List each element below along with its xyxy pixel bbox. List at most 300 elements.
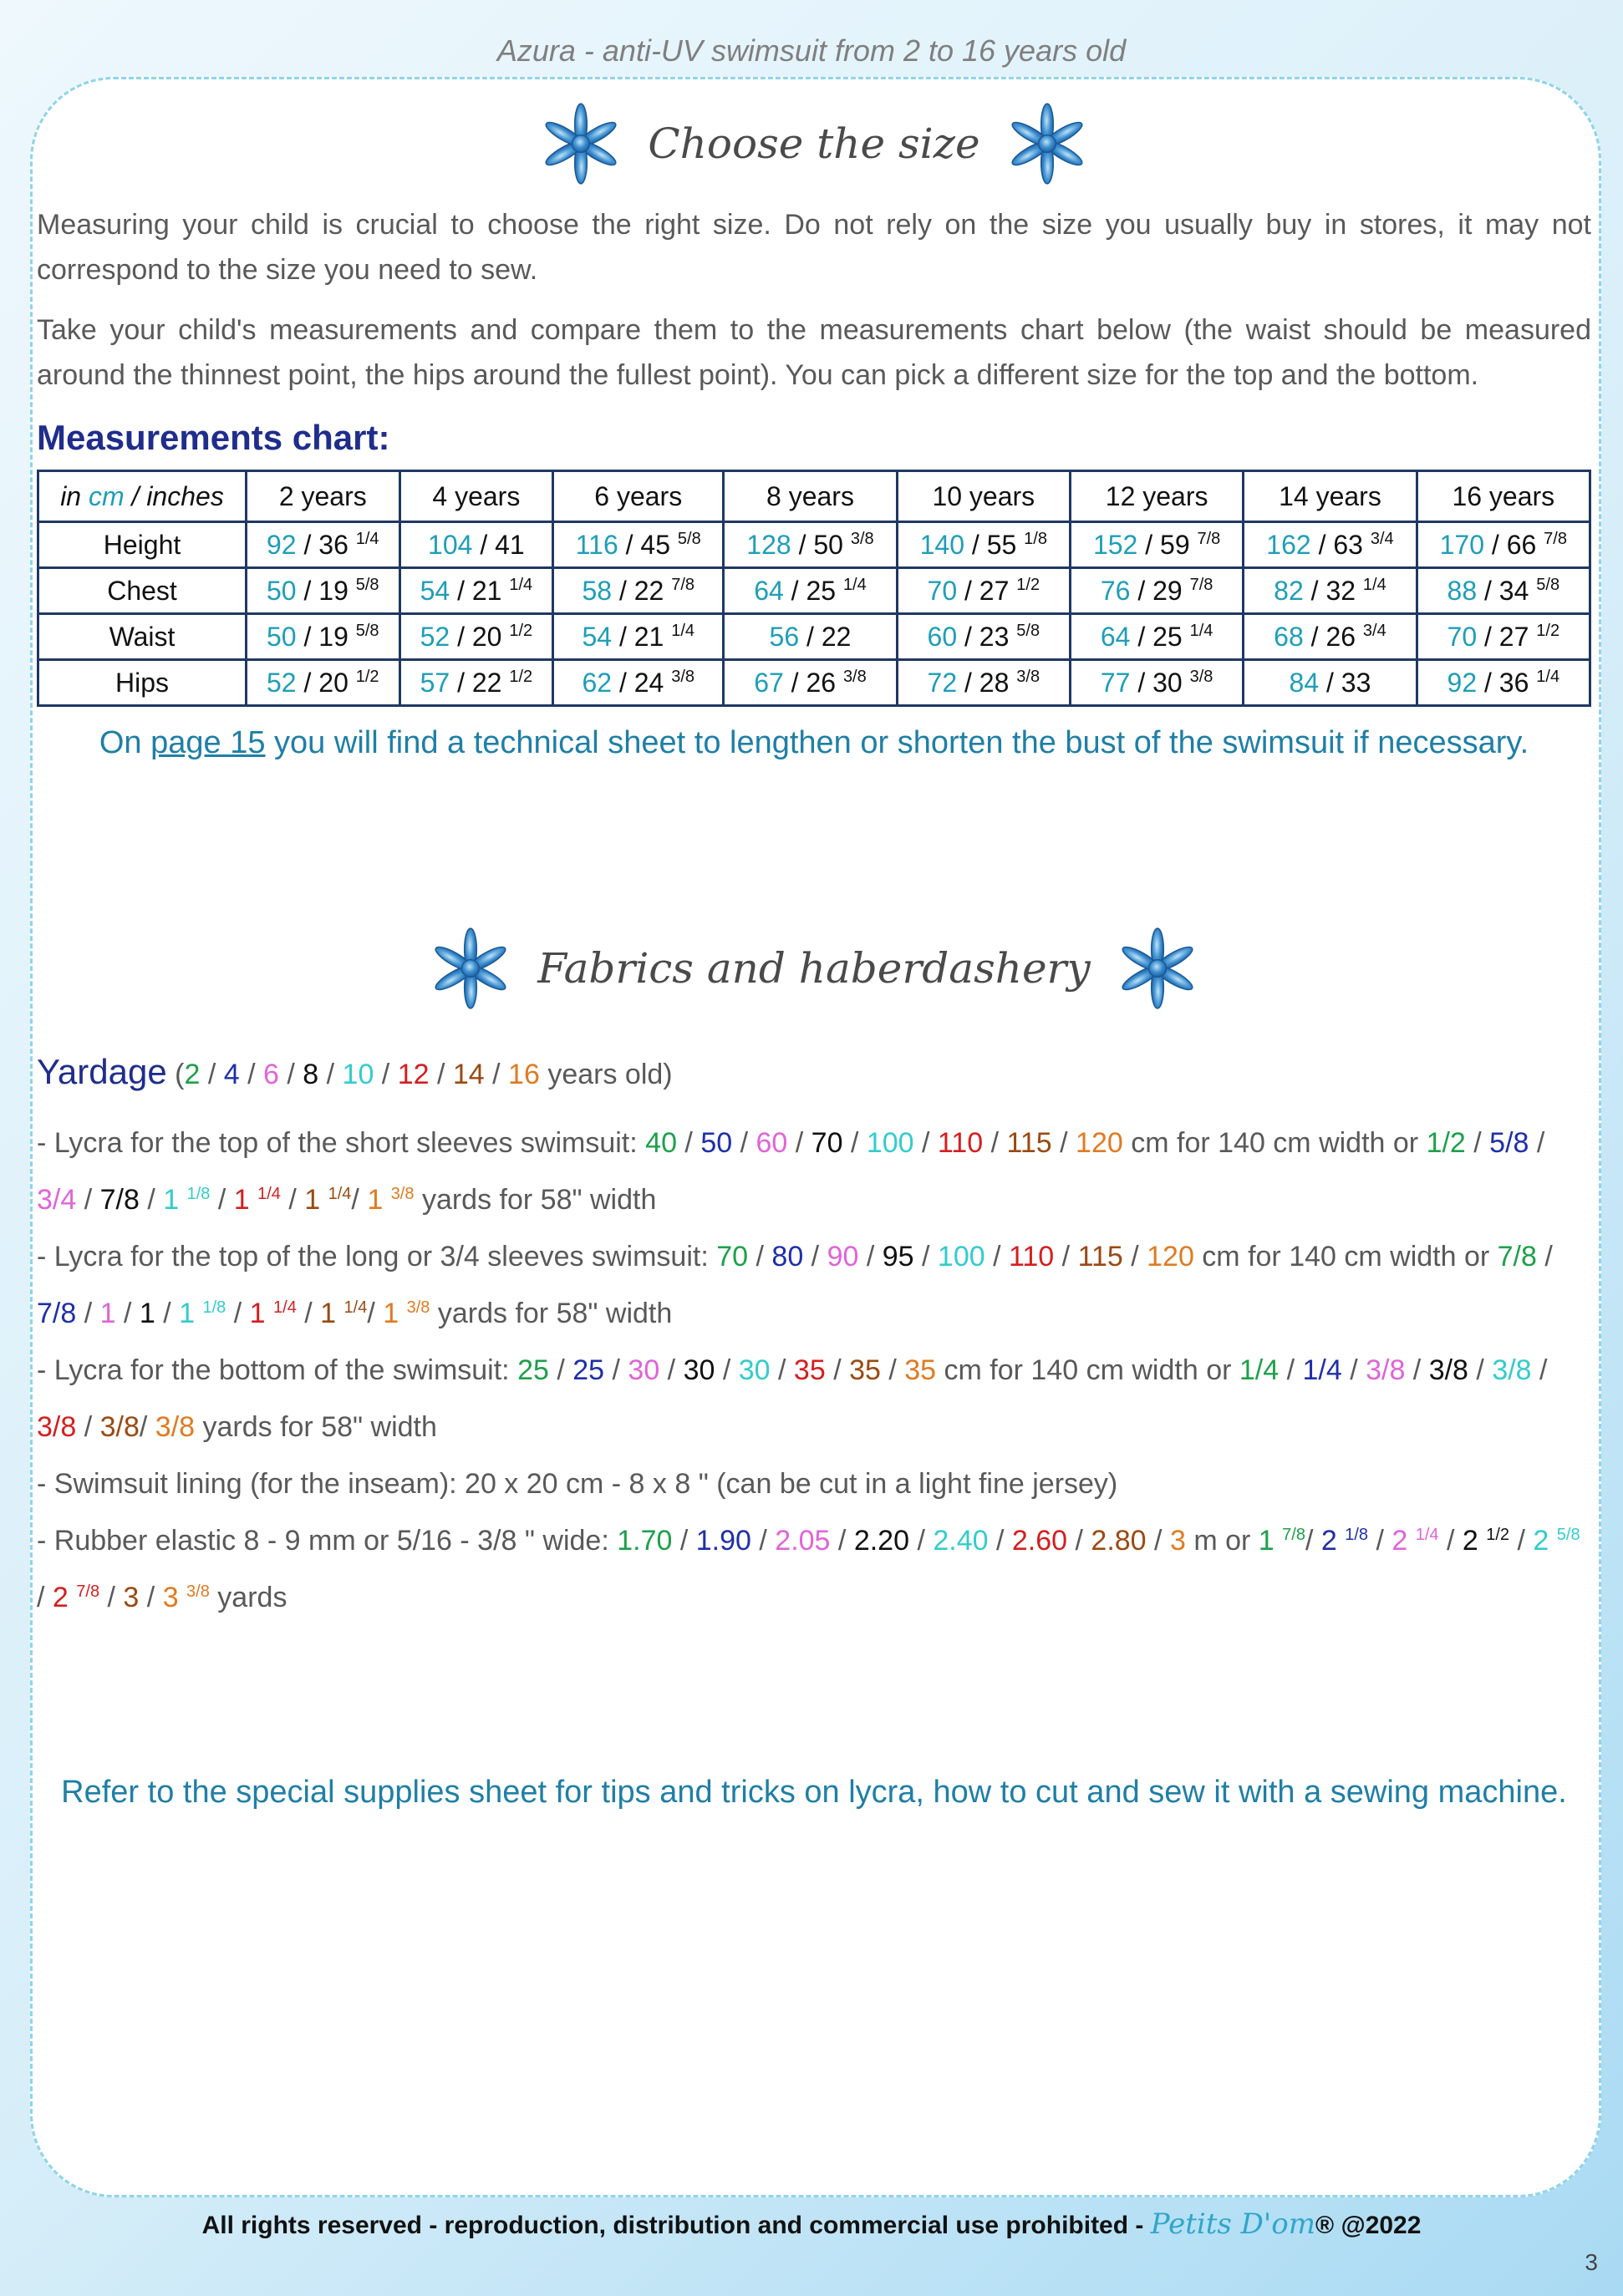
cm-value: 57 [420,667,450,698]
size-value: 14 [452,1059,485,1090]
size-value: 1 [99,1298,116,1329]
cm-value: 67 [754,667,784,698]
size-value: 1/2 [1426,1127,1466,1159]
fabrics-heading-text: Fabrics and haberdashery [537,944,1091,993]
yardage-text: / [988,1525,1012,1557]
inch-value: / 25 [1130,621,1183,652]
table-cell [1244,614,1417,660]
yardage-text: cm for 140 cm width or [1193,1241,1498,1272]
table-row [38,568,1590,614]
yardage-text: / [748,1241,772,1272]
yardage-text: / [1465,1127,1490,1159]
page-number: 3 [1585,2249,1598,2275]
cm-value: 54 [420,575,450,606]
yardage-text: / [732,1127,756,1159]
yardage-title-line [37,1044,1591,1103]
size-value: 16 [508,1059,540,1090]
size-value: 5/8 [1556,1526,1580,1544]
column-header: 8 years [724,471,897,522]
yardage-text: / [750,1525,776,1557]
yardage-text: / [76,1184,100,1216]
table-cell [247,568,400,614]
size-value: 3/8 [155,1411,196,1443]
inch-fraction: 5/8 [677,529,701,548]
inch-fraction: 3/8 [850,529,874,548]
yardage-text: cm for 140 cm width or [936,1354,1239,1386]
lycra-long-sleeves-line [37,1228,1591,1342]
units-inches: / inches [131,480,224,511]
column-header: 4 years [399,471,553,522]
yardage-text: / [913,1127,938,1159]
yardage-text: / [1368,1525,1392,1557]
table-cell [247,614,400,660]
inch-fraction: 5/8 [355,621,379,640]
inch-fraction: 3/4 [1362,621,1386,640]
size-heading-text: Choose the size [648,119,980,168]
inch-fraction: 3/8 [842,667,867,686]
size-value: 2 [1320,1525,1346,1557]
inch-value: / 19 [296,575,349,606]
size-value: 100 [937,1241,985,1272]
cm-value: 54 [582,621,613,652]
cm-value: 152 [1092,529,1138,560]
cm-value: 128 [746,529,791,560]
cm-value: 72 [927,667,958,698]
yardage-text: - Swimsuit lining (for the inseam): 20 x 20 cm - 8 x 8 " (can be cut in a light fine jersey) [37,1468,1118,1500]
yardage-text: yards for 58" width [430,1298,673,1329]
size-value: 2 [1462,1525,1487,1557]
inch-value: / 36 [1477,667,1529,698]
table-cell [1244,568,1417,614]
inch-value: / 59 [1137,529,1190,560]
yardage-text: / [1067,1525,1091,1557]
size-value: 1 [139,1298,155,1329]
inch-value: / 32 [1303,575,1356,606]
yardage-text: / [984,1241,1009,1272]
size-value: 110 [1009,1241,1055,1272]
table-body [38,522,1590,706]
cm-value: 52 [420,621,450,652]
cm-value: 170 [1439,529,1485,560]
size-value: 3/8 [37,1411,77,1443]
size-value: 10 [342,1059,374,1090]
table-cell [399,614,553,660]
size-value: 1 [179,1298,203,1329]
size-value: 60 [756,1127,788,1159]
inch-fraction: 7/8 [1189,575,1213,594]
note-text-before: On [99,725,142,760]
column-header: 14 years [1244,471,1417,522]
yardage-text: / [1305,1525,1321,1557]
yardage-text: / [351,1184,368,1216]
yardage-text: / [1146,1525,1170,1557]
size-value: 4 [223,1059,240,1090]
inch-fraction: 1/4 [355,529,379,548]
cm-value: 140 [919,529,965,560]
star-icon [537,100,624,187]
size-value: 3/8 [186,1582,210,1601]
yardage-text: / [99,1582,124,1613]
size-value: 2.40 [933,1525,989,1557]
table-cell [1244,522,1417,568]
inch-fraction: 1/2 [1016,575,1040,594]
lycra-bottom-line [37,1342,1591,1455]
table-cell [724,568,897,614]
units-in: in [60,480,82,511]
yardage-text: / [226,1298,250,1329]
size-value: 35 [849,1354,881,1386]
inch-value: / 25 [783,575,837,606]
size-value: 2.05 [775,1525,831,1557]
inch-fraction: 1/4 [1189,621,1213,640]
size-value: 1/4 [257,1185,281,1203]
units-header [38,471,247,522]
yardage-text: / [676,1127,701,1159]
yardage-text: / [76,1411,100,1443]
page-15-link[interactable]: page 15 [150,725,266,760]
row-label: Height [38,522,247,568]
size-value: 1 [249,1298,274,1329]
yardage-text: / [210,1184,234,1216]
size-value: 1/8 [186,1185,211,1203]
inch-value: / 26 [783,667,837,698]
yardage-text: / [715,1354,739,1386]
yardage-text: / [880,1354,905,1386]
table-cell [897,568,1070,614]
inch-fraction: 1/8 [1024,529,1047,548]
inch-fraction: 1/2 [509,667,533,686]
size-value: 50 [700,1127,733,1159]
size-value: 1 [163,1184,187,1216]
yardage-text: / [909,1525,934,1557]
units-cm: cm [88,480,125,511]
table-cell [553,660,724,706]
table-cell [553,614,724,660]
yardage-text: / [1279,1354,1303,1386]
size-value: 5/8 [1489,1127,1529,1159]
column-header: 10 years [897,471,1070,522]
yardage-text: / [484,1059,509,1090]
size-value: 1/4 [343,1298,368,1317]
star-icon [1114,925,1201,1012]
size-value: 7/8 [76,1582,100,1601]
yardage-sizes-legend [175,1059,672,1090]
yardage-text: / [1341,1354,1366,1386]
table-cell [399,568,553,614]
yardage-text: / [825,1354,850,1386]
cm-value: 60 [927,621,958,652]
size-value: 100 [866,1127,914,1159]
size-value: 8 [303,1059,319,1090]
size-value: 95 [882,1241,914,1272]
size-value: 90 [827,1241,859,1272]
size-value: 7/8 [1282,1526,1305,1544]
table-cell [724,614,897,660]
cm-value: 64 [754,575,784,606]
inch-value: / 22 [612,575,664,606]
yardage-text: yards for 58" width [414,1184,657,1216]
table-cell [1417,660,1590,706]
yardage-text: / [1468,1354,1493,1386]
table-cell [897,660,1070,706]
inch-value: / 22 [799,621,852,652]
cm-value: 104 [428,529,473,560]
inch-value: / 45 [618,529,671,560]
size-value: 12 [397,1059,430,1090]
inch-value: / 63 [1310,529,1363,560]
yardage-text: - Lycra for the top of the long or 3/4 sleeves swimsuit: [37,1241,717,1272]
note-text-after: you will find a technical sheet to lengthen or shorten the bust of the swimsuit if necessary. [274,725,1529,760]
size-value: 3/8 [1428,1354,1468,1386]
yardage-text: yards for 58" width [195,1411,437,1443]
size-value: 120 [1076,1127,1123,1159]
yardage-text: / [1529,1127,1545,1159]
yardage-text: / [1122,1241,1147,1272]
size-value: 2.80 [1091,1525,1147,1557]
size-value: 1 [367,1184,391,1216]
size-value: 70 [811,1127,843,1159]
row-label: Waist [38,614,247,660]
inch-value: / 36 [296,529,349,560]
size-value: 3 [162,1582,187,1613]
yardage-text: ( [175,1059,185,1090]
yardage-text: / [278,1059,303,1090]
inch-value: / 23 [957,621,1010,652]
yardage-text: / [1531,1354,1548,1386]
size-value: 1/8 [1345,1526,1369,1544]
inch-fraction: 1/4 [671,621,695,640]
cm-value: 50 [267,621,297,652]
yardage-text: / [858,1241,883,1272]
size-value: 110 [937,1127,984,1159]
inch-value: / 34 [1477,575,1529,606]
yardage-block [37,1044,1591,1626]
inch-fraction: 3/8 [1016,667,1040,686]
inch-value: / 19 [296,621,349,652]
size-value: 1/4 [328,1185,352,1203]
footer [0,2207,1623,2241]
yardage-text: / [672,1525,696,1557]
inch-value: / 27 [1477,621,1529,652]
yardage-text: / [374,1059,398,1090]
inch-fraction: 1/4 [842,575,867,594]
yardage-text: / [280,1184,305,1216]
size-value: 35 [793,1354,826,1386]
yardage-text: / [803,1241,827,1272]
cm-value: 77 [1100,667,1131,698]
supplies-sheet-note: Refer to the special supplies sheet for tips and tricks on lycra, how to cut and sew it with a sewing machine. [61,1775,1567,1810]
inch-fraction: 5/8 [355,575,379,594]
yardage-text: years old) [539,1059,673,1090]
star-icon [1004,100,1091,187]
size-value: 115 [1077,1241,1123,1272]
inch-fraction: 3/8 [671,667,695,686]
lining-line [37,1455,1591,1512]
size-value: 7/8 [1497,1241,1537,1272]
brand-logo: Petits D'om [1150,2207,1315,2241]
yardage-text: / [37,1582,53,1613]
yardage-text: / [1536,1241,1553,1272]
yardage-text: / [115,1298,140,1329]
table-cell [724,660,897,706]
size-value: 120 [1147,1241,1194,1272]
inch-value: / 41 [472,529,525,560]
table-cell [897,614,1070,660]
yardage-text: / [318,1059,343,1090]
cm-value: 56 [769,621,800,652]
cm-value: 70 [927,575,958,606]
cm-value: 52 [267,667,297,698]
cm-value: 62 [582,667,613,698]
size-value: 1/2 [1486,1526,1510,1544]
cm-value: 84 [1289,667,1320,698]
inch-fraction: 1/4 [1362,575,1386,594]
inch-value: / 50 [791,529,843,560]
size-paragraph-1: Measuring your child is crucial to choose the right size. Do not rely on the size you usually buy in stores, it may not correspond to the size you need to sew. [37,209,1591,286]
inch-value: / 20 [450,621,502,652]
inch-fraction: 1/2 [355,667,379,686]
cm-value: 64 [1100,621,1131,652]
cm-value: 116 [575,529,618,560]
yardage-text: / [1054,1241,1078,1272]
size-value: 6 [263,1059,279,1090]
size-value: 2.60 [1011,1525,1068,1557]
fabrics-section-heading [37,918,1591,1018]
yardage-text: - Rubber elastic 8 - 9 mm or 5/16 - 3/8 " wide: [37,1525,618,1557]
table-cell [247,660,400,706]
size-value: 2.20 [853,1525,910,1557]
inch-fraction: 1/2 [1536,621,1560,640]
page-content [37,77,1591,1811]
yardage-title: Yardage [37,1052,167,1091]
yardage-text: m or [1185,1525,1259,1557]
inch-value: / 66 [1484,529,1537,560]
size-value: 30 [628,1354,660,1386]
inch-value: / 33 [1319,667,1371,698]
table-cell [553,568,724,614]
size-value: 3/4 [37,1184,77,1216]
inch-fraction: 5/8 [1016,621,1040,640]
table-cell [1244,660,1417,706]
size-value: 1/4 [273,1298,297,1317]
inch-value: / 26 [1303,621,1356,652]
inch-value: / 21 [612,621,664,652]
inch-value: / 29 [1130,575,1183,606]
row-label: Chest [38,568,247,614]
inch-value: / 30 [1130,667,1183,698]
size-value: 1 [320,1298,344,1329]
size-value: 115 [1006,1127,1052,1159]
table-cell [1417,614,1590,660]
rubber-elastic-line [37,1512,1591,1626]
yardage-text: / [548,1354,573,1386]
inch-value: / 21 [450,575,502,606]
measurements-table [37,470,1591,707]
yardage-text: - Lycra for the top of the short sleeves swimsuit: [37,1127,646,1159]
size-value: 80 [771,1241,804,1272]
size-value: 30 [738,1354,771,1386]
footer-brand-suffix: ® @2022 [1315,2212,1422,2239]
table-cell [553,522,724,568]
size-value: 7/8 [99,1184,140,1216]
yardage-text: / [842,1127,867,1159]
yardage-text: / [367,1298,384,1329]
size-value: 2 [1392,1525,1416,1557]
yardage-text: / [239,1059,263,1090]
table-cell [897,522,1070,568]
size-value: 3/8 [1492,1354,1532,1386]
inch-value: / 28 [957,667,1010,698]
yardage-text: / [1051,1127,1076,1159]
size-value: 30 [683,1354,715,1386]
column-header: 12 years [1070,471,1243,522]
cm-value: 70 [1447,621,1478,652]
inch-fraction: 1/4 [1536,667,1560,686]
size-section-heading [37,77,1591,211]
size-value: 70 [716,1241,749,1272]
size-value: 1/4 [1302,1354,1342,1386]
technical-sheet-note [37,725,1591,761]
yardage-text: / [155,1298,180,1329]
inch-fraction: 3/8 [1189,667,1213,686]
size-value: 2 [1533,1525,1557,1557]
size-value: 1 [1258,1525,1283,1557]
inch-fraction: 5/8 [1536,575,1560,594]
size-value: 7/8 [37,1298,77,1329]
document-title: Azura - anti-UV swimsuit from 2 to 16 years old [496,33,1127,68]
inch-value: / 24 [612,667,664,698]
yardage-text: / [1438,1525,1463,1557]
row-label: Hips [38,660,247,706]
column-header: 6 years [553,471,724,522]
size-value: 40 [645,1127,677,1159]
yardage-text: / [200,1059,224,1090]
cm-value: 58 [582,575,613,606]
cm-value: 50 [267,575,297,606]
inch-value: / 22 [450,667,502,698]
yardage-text: / [1509,1525,1534,1557]
size-value: 1.90 [695,1525,751,1557]
yardage-text: / [1405,1354,1429,1386]
inch-fraction: 7/8 [671,575,695,594]
table-row [38,660,1590,706]
table-cell [399,522,553,568]
cm-value: 92 [267,529,297,560]
size-value: 3/8 [99,1411,140,1443]
size-value: 25 [517,1354,549,1386]
cm-value: 162 [1266,529,1311,560]
yardage-text: cm for 140 cm width or [1122,1127,1427,1159]
size-value: 2 [184,1059,201,1090]
yardage-text: / [429,1059,453,1090]
inch-fraction: 3/4 [1370,529,1394,548]
table-cell [1070,660,1243,706]
inch-fraction: 1/2 [509,621,533,640]
inch-fraction: 1/4 [509,575,533,594]
size-value: 3/8 [406,1298,430,1317]
size-value: 1/4 [1239,1354,1280,1386]
table-cell [1070,522,1243,568]
measurements-chart-heading: Measurements chart: [37,418,390,457]
yardage-text: / [139,1184,164,1216]
footer-rights: All rights reserved - reproduction, distribution and commercial use prohibited - [201,2212,1144,2239]
yardage-text: / [659,1354,684,1386]
size-value: 1 [304,1184,328,1216]
inch-value: / 20 [296,667,349,698]
yardage-text: / [604,1354,628,1386]
cm-value: 88 [1447,575,1478,606]
size-value: 3/8 [390,1185,415,1203]
